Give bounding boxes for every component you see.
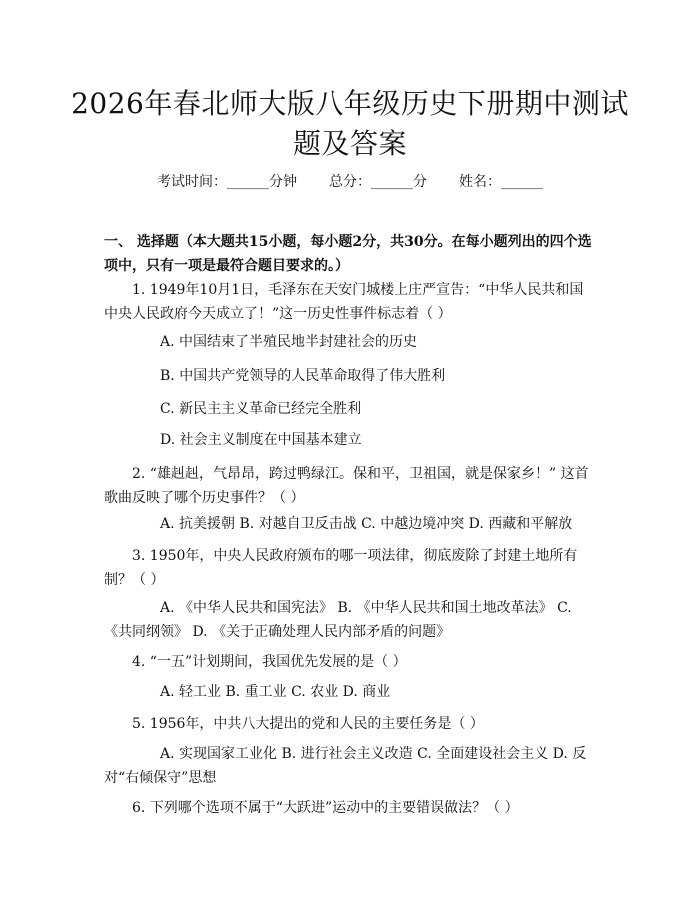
question-options-line: A. 实现国家工业化 B. 进行社会主义改造 C. 全面建设社会主义 D. 反对“右倾保守”思想 bbox=[104, 746, 587, 786]
exam-meta bbox=[0, 172, 700, 192]
question-stem: 1. 1949年10月1日，毛泽东在天安门城楼上庄严宣告：“中华人民共和国中央人民政府今天成立了！”这一历史性事件标志着（ ） bbox=[104, 282, 584, 322]
section-heading: 一、 选择题（本大题共15小题，每小题2分，共30分。在每小题列出的四个选项中，只有一项是最符合题目要求的。） bbox=[104, 234, 592, 274]
question-stem: 2. “雄赳赳，气昂昂，跨过鸭绿江。保和平，卫祖国，就是保家乡！” 这首歌曲反映了哪个历史事件？（ ） bbox=[104, 466, 589, 506]
question-options-line: A. 抗美援朝 B. 对越自卫反击战 C. 中越边境冲突 D. 西藏和平解放 bbox=[160, 516, 573, 532]
question-stem: 3. 1950年，中央人民政府颁布的哪一项法律，彻底废除了封建土地所有制？（ ） bbox=[104, 548, 578, 588]
exam-time: 考试时间：______分钟 bbox=[157, 174, 297, 190]
question-stem: 5. 1956年，中共八大提出的党和人民的主要任务是（ ） bbox=[132, 716, 484, 732]
question-option: A. 中国结束了半殖民地半封建社会的历史 bbox=[160, 334, 418, 350]
exam-score: 总分：______分 bbox=[329, 174, 427, 190]
question-option: C. 新民主主义革命已经完全胜利 bbox=[160, 401, 362, 417]
exam-name: 姓名：______ bbox=[459, 174, 543, 190]
question-option: D. 社会主义制度在中国基本建立 bbox=[160, 432, 362, 448]
question-options-line: A. 《中华人民共和国宪法》 B. 《中华人民共和国土地改革法》 C. 《共同纲领》 D. 《关于正确处理人民内部矛盾的问题》 bbox=[104, 600, 572, 640]
question-stem: 4. “一五”计划期间，我国优先发展的是（ ） bbox=[132, 654, 407, 670]
question-option: B. 中国共产党领导的人民革命取得了伟大胜利 bbox=[160, 368, 446, 384]
page-title: 2026年春北师大版八年级历史下册期中测试题及答案 bbox=[71, 87, 629, 160]
question-options-line: A. 轻工业 B. 重工业 C. 农业 D. 商业 bbox=[160, 684, 391, 700]
question-stem: 6. 下列哪个选项不属于“大跃进”运动中的主要错误做法？（ ） bbox=[132, 800, 519, 816]
